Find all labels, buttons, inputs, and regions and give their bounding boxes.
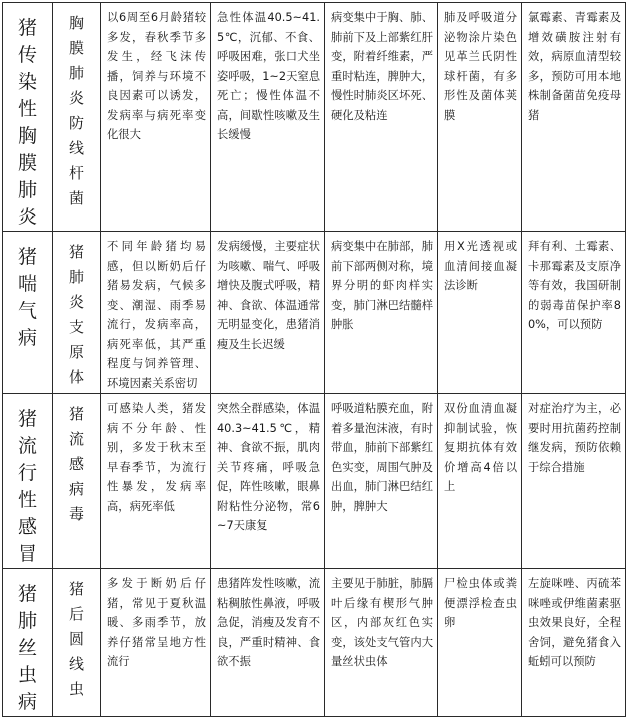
diagnosis-cell: 用X光透视或血清间接血凝法诊断 bbox=[438, 232, 522, 394]
symptoms-cell: 急性体温40.5~41.5℃，沉郁、不食、呼吸困难，张口犬坐姿呼吸，1~2天窒息死亡；慢性体温不高，间歇性咳嗽及生长缓慢 bbox=[211, 3, 325, 232]
diagnosis-cell: 尸检虫体或粪便漂浮检查虫卵 bbox=[438, 569, 522, 717]
lesions-cell: 病变集中于胸、肺、肺前下及上部紫红肝变，附着纤维素，严重时粘连，脾肿大，慢性时肺炎区坏死、硬化及粘连 bbox=[325, 3, 438, 232]
pathogen-cell: 猪 流 感 病 毒 bbox=[53, 394, 101, 569]
table-row bbox=[3, 569, 626, 717]
pathogen-cell: 胸 膜 肺 炎 防 线 杆 菌 bbox=[53, 3, 101, 232]
epidemiology-cell: 多发于断奶后仔猪，常见于夏秋温暖、多雨季节，放养仔猪常呈地方性流行 bbox=[101, 569, 211, 717]
table-row bbox=[3, 3, 626, 232]
symptoms-cell: 患猪阵发性咳嗽，流粘稠脓性鼻液，呼吸急促，消瘦及发育不良，严重时精神、食欲不振 bbox=[211, 569, 325, 717]
table-row bbox=[3, 232, 626, 394]
disease-name-cell: 猪 喘 气 病 bbox=[3, 232, 53, 394]
pathogen-cell: 猪 肺 炎 支 原 体 bbox=[53, 232, 101, 394]
treatment-cell: 对症治疗为主，必要时用抗菌药控制继发病，预防依赖于综合措施 bbox=[522, 394, 626, 569]
disease-name-cell: 猪 流 行 性 感 冒 bbox=[3, 394, 53, 569]
lesions-cell: 呼吸道粘膜充血，附着多量泡沫液，有时带血，肺前下部紫红色实变，周围气肿及出血，肺门淋巴结红肿，脾肿大 bbox=[325, 394, 438, 569]
epidemiology-cell: 可感染人类，猪发病不分年龄、性别，多发于秋末至早春季节，为流行性暴发，发病率高，病死率低 bbox=[101, 394, 211, 569]
treatment-cell: 氯霉素、青霉素及增效磺胺注射有效，病原血清型较多，预防可用本地株制备菌苗免疫母猪 bbox=[522, 3, 626, 232]
table-row bbox=[3, 394, 626, 569]
diagnosis-cell: 双份血清血凝抑制试验，恢复期抗体有效价增高4倍以上 bbox=[438, 394, 522, 569]
disease-table bbox=[2, 2, 626, 717]
diagnosis-cell: 肺及呼吸道分泌物涂片染色见革兰氏阴性球杆菌，有多形性及菌体荚膜 bbox=[438, 3, 522, 232]
epidemiology-cell: 以6周至6月龄猪较多发，春秋季节多发生，经飞沫传播，饲养与环境不良因素可以诱发，发病率与病死率变化很大 bbox=[101, 3, 211, 232]
disease-name-cell: 猪 传 染 性 胸 膜 肺 炎 bbox=[3, 3, 53, 232]
treatment-cell: 拜有利、土霉素、卡那霉素及支原净等有效，我国研制的弱毒苗保护率80%，可以预防 bbox=[522, 232, 626, 394]
symptoms-cell: 发病缓慢，主要症状为咳嗽、喘气、呼吸增快及腹式呼吸，精神、食欲、体温通常无明显变化，患猪消瘦及生长迟缓 bbox=[211, 232, 325, 394]
treatment-cell: 左旋咪唑、丙硫苯咪唑或伊维菌素驱虫效果良好，全程舍饲，避免猪食入蚯蚓可以预防 bbox=[522, 569, 626, 717]
epidemiology-cell: 不同年龄猪均易感，但以断奶后仔猪易发病，气候多变、潮湿、雨季易流行，发病率高，病死率低，其严重程度与饲养管理、环境因素关系密切 bbox=[101, 232, 211, 394]
lesions-cell: 主要见于肺脏，肺膈叶后缘有楔形气肿区，内部灰红色实变，该处支气管内大量丝状虫体 bbox=[325, 569, 438, 717]
symptoms-cell: 突然全群感染，体温40.3~41.5℃，精神、食欲不振，肌肉关节疼痛，呼吸急促，阵性咳嗽，眼鼻附粘性分泌物，常6~7天康复 bbox=[211, 394, 325, 569]
disease-name-cell: 猪 肺 丝 虫 病 bbox=[3, 569, 53, 717]
pathogen-cell: 猪 后 圆 线 虫 bbox=[53, 569, 101, 717]
lesions-cell: 病变集中在肺部，肺前下部两侧对称，境界分明的虾肉样实变，肺门淋巴结髓样肿胀 bbox=[325, 232, 438, 394]
